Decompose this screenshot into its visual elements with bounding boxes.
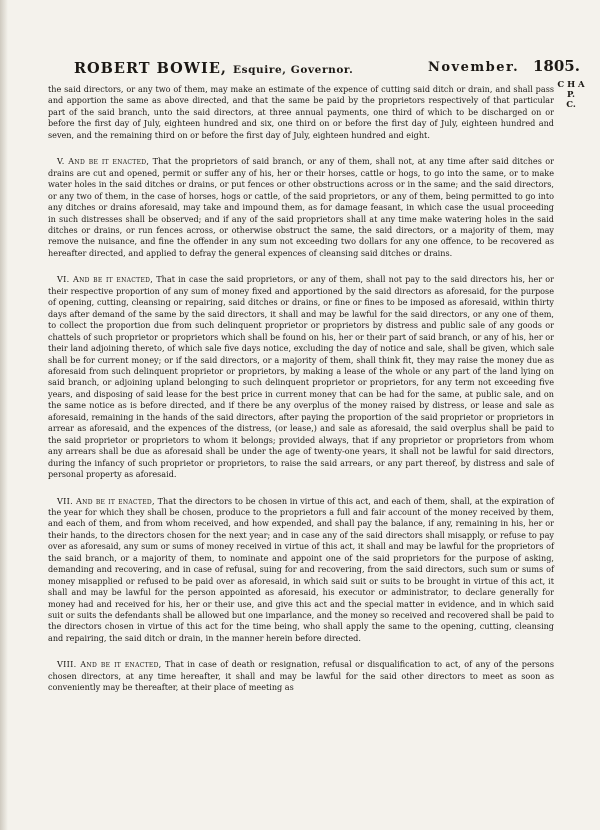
body-text xyxy=(48,84,554,694)
section-heading: VIII. And be it enacted, xyxy=(57,659,162,670)
section-heading: VI. And be it enacted, xyxy=(57,274,154,285)
paragraph-text: That the directors to be chosen in virtue of this act, and each of them, shall, at the expiration of the year for which they shall be chosen, produce to the proprietors a full and fair account of the money received by them, and each of them, and from whom received, and how expended, and shall pay the balance, if any, remaining in his, her or their hands, to the directors chosen for the next year; and in case any of the said directors shall misapply, or refuse to pay over as aforesaid, any sum or sums of money received in virtue of this act, it shall and may be lawful for the proprietors of the said branch, or a majority of them, to nominate and appoint one of the said proprietors for the purpose of asking, demanding and recovering, and in case of refusal, suing for and recovering, from the said directors, such sum or sums of money misapplied or refused to be paid over as aforesaid, in which said suit or suits to be brought in virtue of this act, it shall and may be lawful for the person appointed as aforesaid, his executor or administrator, to declare generally for money had and received for his, her or their use, and give this act and the special matter in evidence, and in which said suit or suits the defendants shall be allowed but one imparlance, and the money so received and recovered shall be paid to the directors chosen in virtue of this act for the time being, who shall apply the same to the opening, cutting, cleansing and repairing, the said ditch or drain, in the manner herein before directed. xyxy=(48,495,554,643)
section-heading: VII. And be it enacted, xyxy=(57,495,155,506)
header-title-office: Esquire, Governor. xyxy=(233,64,354,76)
header-month: November. xyxy=(428,60,520,75)
paragraph-continuation xyxy=(48,84,554,141)
header-title-main: ROBERT BOWIE, xyxy=(74,60,233,77)
section-heading: V. And be it enacted, xyxy=(57,156,150,167)
header-title xyxy=(74,60,353,77)
header-year: 1805. xyxy=(533,57,580,75)
section-vi xyxy=(48,274,554,480)
margin-note-chap: C H A P. xyxy=(557,80,585,100)
margin-note-number: C. xyxy=(566,100,576,110)
paragraph-text: the said directors, or any two of them, may make an estimate of the expence of cutting said ditch or drain, and shall pass and apportion the same as above directed, and that the same be paid by the proprietors respectively of that particular part of the said branch, unto the said directors, at three annual payments, one third of which to be discharged on or before the first day of July, eighteen hundred and six, one third on or before the first day of July, eighteen hundred and seven, and the remaining third on or before the first day of July, eighteen hundred and eight. xyxy=(48,84,554,140)
section-vii xyxy=(48,496,554,645)
section-v xyxy=(48,156,554,259)
paragraph-text: That in case of death or resignation, refusal or disqualification to act, of any of the persons chosen directors, at any time hereafter, it shall and may be lawful for the said other directors to meet as soon as conveniently may be thereafter, at their place of meeting as xyxy=(48,659,554,693)
running-head xyxy=(0,57,600,82)
page-edge-shadow xyxy=(0,0,8,830)
paragraph-text: That in case the said proprietors, or any of them, shall not pay to the said directors his, her or their respective proportion of any sum of money fixed and apportioned by the said directors as aforesaid, for the purpose of opening, cutting, cleansing or repairing, said ditches or drains, or fine or fines to be imposed as aforesaid, within thirty days after demand of the same by the said directors, it shall and may be lawful for the said directors, or any one of them, to collect the proportion due from such delinquent proprietor or proprietors by distress and public sale of any goods or chattels of such proprietor or proprietors which shall be found on his, her or their part of said branch, or any of his, her or their land adjoining thereto, of which sale five days notice, excluding the day of notice and sale, shall be given, which sale shall be for current money; or if the said directors, or a majority of them, shall think fit, they may raise the money due as aforesaid from such delinquent proprietor or proprietors, by making a lease of the whole or any part of the land lying on said branch, or adjoining upland belonging to such delinquent proprietor or proprietors, for any term not exceeding five years, and disposing of said lease for the best price in current money that can be had for the same, at public sale, and on the same notice as is before directed, and if there be any overplus of the money raised by distress, or lease and sale as aforesaid, remaining in the hands of the said directors, after paying the proportion of the said proprietor or proprietors in arrear as aforesaid, and the expences of the distress, (or lease,) and sale as aforesaid, the said overplus shall be paid to the said proprietor or proprietors to whom it belongs; provided always, that if any proprietor or proprietors from whom any arrears shall be due as aforesaid shall be under the age of twenty-one years, it shall not be lawful for said directors, during the infancy of such proprietor or proprietors, to raise the said arrears, or any part thereof, by distress and sale of personal property as aforesaid. xyxy=(48,274,554,480)
section-viii xyxy=(48,659,554,693)
paragraph-text: That the proprietors of said branch, or any of them, shall not, at any time after said ditches or drains are cut and opened, permit or suffer any of his, her or their horses, cattle or hogs, to go into the same, or to make water holes in the said ditches or drains, or put fences or other obstructions across or in the same; and the said directors, or any two of them, in the case of horses, hogs or cattle, of the said proprietors, or any of them, being permitted to go into any ditches or drains aforesaid, may take and impound them, as for damage feasant, in which case the usual proceeding in such distresses shall be observed; and if any of the said proprietors shall at any time make watering holes in the said ditches or drains, or run fences across, or otherwise obstruct the same, the said directors, or a majority of them, may remove the nuisance, and fine the offender in any sum not exceeding two dollars for any one offence, to be recovered as hereafter directed, and applied to defray the general expences of cleansing said ditches or drains. xyxy=(48,156,554,258)
chapter-margin-note xyxy=(553,80,589,110)
